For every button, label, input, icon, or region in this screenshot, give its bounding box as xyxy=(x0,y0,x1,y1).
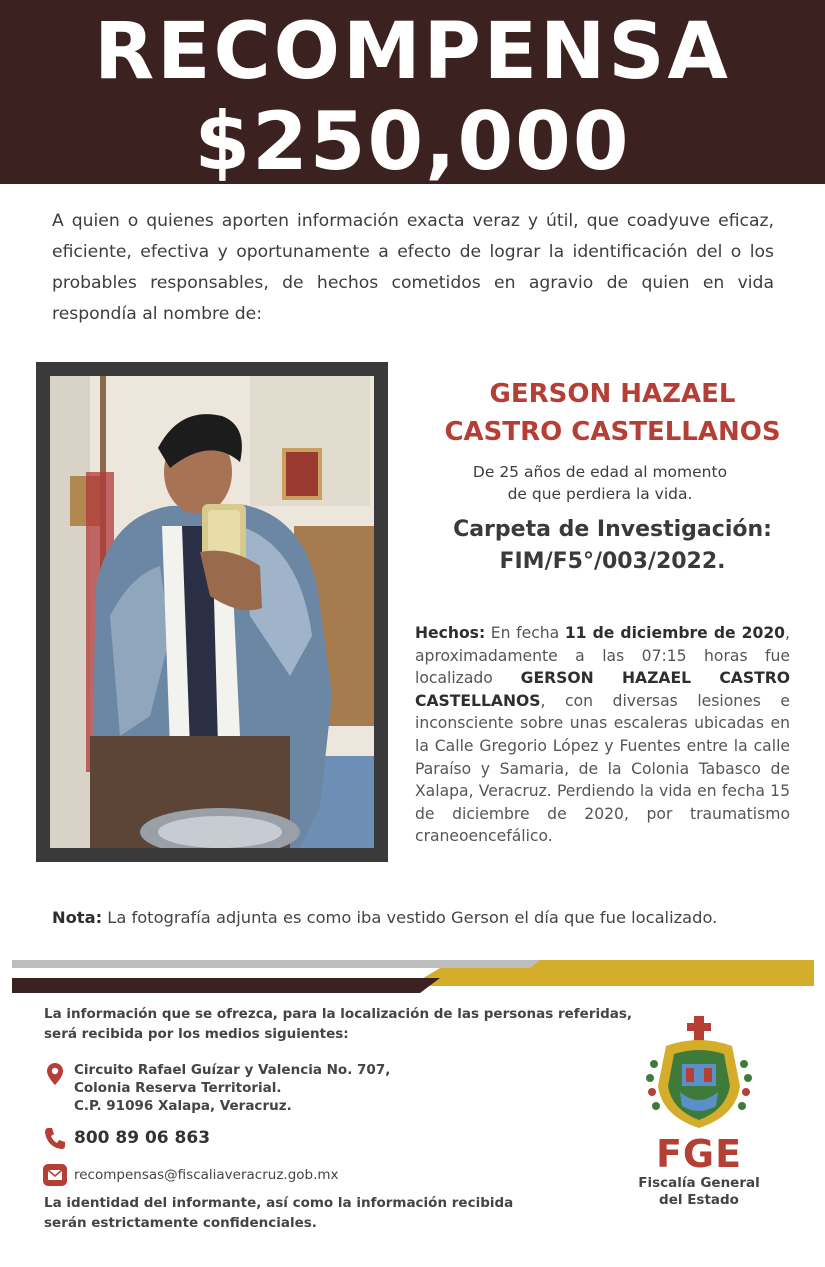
address-line2: Colonia Reserva Territorial. xyxy=(74,1080,282,1096)
confidentiality-notice xyxy=(44,1193,564,1233)
victim-name-line2: CASTRO CASTELLANOS xyxy=(444,417,781,447)
fge-full-name xyxy=(626,1175,772,1209)
address-row xyxy=(42,1061,390,1115)
victim-photo xyxy=(50,376,374,848)
intro-paragraph: A quien o quienes aporten información exacta veraz y útil, que coadyuve eficaz, eficiente, efectiva y oportunamente a efecto de lograr la identificación del o los probables responsables, de hechos cometidos en agravio de quien en vida respondía al nombre de: xyxy=(52,211,774,324)
facts-text-3: , con diversas lesiones e inconsciente sobre unas escaleras ubicadas en la Calle Gregorio López y Fuentes entre la calle Paraíso y Samaria, de la Colonia Tabasco de Xalapa, Veracruz. Perdiendo la vida en fecha 15 de diciembre de 2020, por traumatismo craneoencefálico. xyxy=(415,691,790,846)
fge-name-line2: del Estado xyxy=(659,1192,739,1208)
facts-date: 11 de diciembre de 2020 xyxy=(564,624,786,642)
facts-label: Hechos: xyxy=(415,624,486,642)
fge-acronym: FGE xyxy=(655,1132,743,1176)
confidentiality-line1: La identidad del informante, así como la información recibida xyxy=(44,1195,514,1211)
phone-number[interactable]: 800 89 06 863 xyxy=(74,1128,211,1148)
email-icon xyxy=(42,1162,68,1188)
confidentiality-line2: serán estrictamente confidenciales. xyxy=(44,1215,317,1231)
email-row xyxy=(42,1162,339,1188)
victim-photo-illustration xyxy=(50,376,374,848)
contact-intro xyxy=(44,1004,644,1044)
contact-intro-line2: será recibida por los medios siguientes: xyxy=(44,1026,349,1042)
facts-text-1: En fecha xyxy=(485,624,565,642)
fge-name-line1: Fiscalía General xyxy=(638,1175,760,1191)
map-pin-icon xyxy=(42,1061,68,1087)
reward-title: RECOMPENSA xyxy=(94,7,731,97)
decorative-stripes xyxy=(0,955,825,1000)
phone-icon xyxy=(42,1125,68,1151)
note-text: La fotografía adjunta es como iba vestido Gerson el día que fue localizado. xyxy=(102,908,718,927)
facts-victim-name: GERSON HAZAEL CASTRO CASTELLANOS xyxy=(415,669,790,710)
case-file-number: FIM/F5°/003/2022. xyxy=(499,549,726,574)
email-address[interactable]: recompensas@fiscaliaveracruz.gob.mx xyxy=(74,1167,339,1183)
victim-age-line1: De 25 años de edad al momento xyxy=(472,463,728,481)
victim-photo-frame xyxy=(36,362,388,862)
victim-age-line2: de que perdiera la vida. xyxy=(507,485,693,503)
fge-logo xyxy=(636,1016,762,1206)
facts-paragraph xyxy=(415,622,790,848)
note-label: Nota: xyxy=(52,908,103,927)
case-file-label: Carpeta de Investigación: xyxy=(453,517,772,542)
case-file xyxy=(400,514,825,578)
victim-age xyxy=(400,461,800,505)
reward-amount: $250,000 xyxy=(194,95,631,188)
note xyxy=(52,906,812,930)
contact-intro-line1: La información que se ofrezca, para la localización de las personas referidas, xyxy=(44,1006,633,1022)
veracruz-coat-of-arms-icon xyxy=(636,1016,762,1134)
header-banner xyxy=(0,0,825,188)
victim-name xyxy=(400,375,825,451)
address-text xyxy=(74,1061,390,1115)
victim-name-line1: GERSON HAZAEL xyxy=(489,379,736,409)
phone-row xyxy=(42,1125,210,1151)
address-line3: C.P. 91096 Xalapa, Veracruz. xyxy=(74,1098,292,1114)
facts-text-2: , aproximadamente a las 07:15 horas fue localizado xyxy=(415,624,790,688)
address-line1: Circuito Rafael Guízar y Valencia No. 707, xyxy=(74,1062,391,1078)
